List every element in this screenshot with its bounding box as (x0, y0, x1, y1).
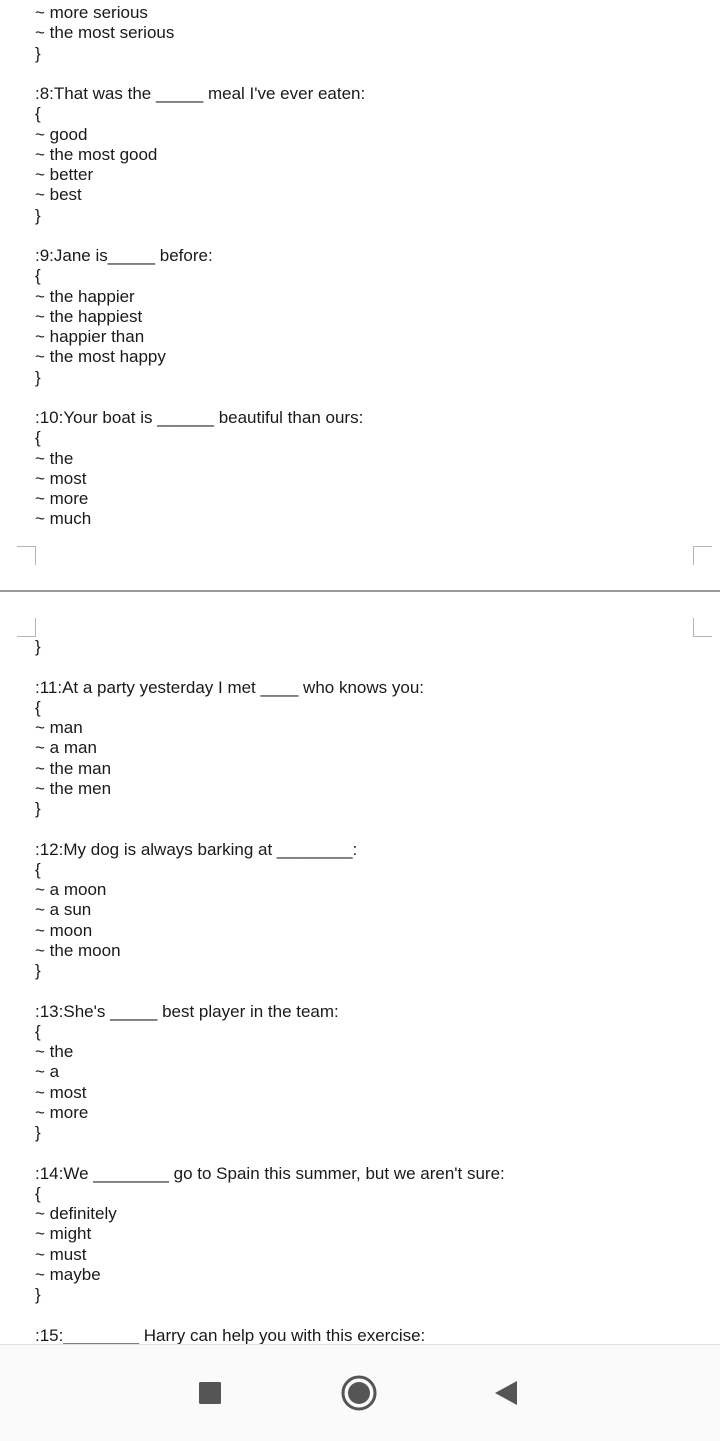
document-line: ~ the man (35, 758, 112, 778)
document-line: ~ man (35, 718, 83, 737)
document-line: { (35, 104, 41, 124)
document-line: ~ the (35, 1042, 74, 1061)
document-line: ~ the most serious (35, 23, 175, 43)
page-corner-mark-icon (693, 546, 712, 565)
document-line: ~ the happiest (35, 306, 143, 326)
triangle-back-icon (486, 1373, 526, 1413)
document-line: ~ moon (35, 920, 93, 940)
android-navigation-bar (0, 1344, 720, 1441)
document-line: ~ might (35, 1224, 92, 1244)
document-line: ~ a man (35, 738, 97, 758)
document-line: ~ more (35, 1102, 89, 1122)
document-line: { (35, 859, 41, 879)
document-line: ~ maybe (35, 1264, 101, 1284)
document-line: :9:Jane is_____ before: (35, 246, 213, 265)
document-line: ~ a sun (35, 900, 92, 920)
document-line: ~ the moon (35, 940, 121, 960)
square-icon (190, 1373, 230, 1413)
document-line: } (35, 1285, 41, 1304)
document-line: :10:Your boat is ______ beautiful than ours: (35, 408, 364, 427)
document-line: ~ better (35, 165, 94, 184)
document-line: { (35, 697, 41, 717)
document-line: ~ the men (35, 778, 112, 798)
document-line: } (35, 205, 41, 225)
document-line: { (35, 1021, 41, 1041)
document-line: { (35, 428, 41, 448)
document-line: :13:She's _____ best player in the team: (35, 1001, 339, 1021)
document-line: } (35, 961, 41, 980)
document-line: :14:We ________ go to Spain this summer, but we aren't sure: (35, 1163, 505, 1183)
document-line: ~ a (35, 1062, 60, 1082)
page-corner-mark-icon (693, 618, 712, 637)
document-line: } (35, 1123, 41, 1142)
document-line: ~ the (35, 448, 74, 468)
document-line: ~ the most happy (35, 347, 166, 367)
document-line: ~ good (35, 124, 88, 144)
document-line: :12:My dog is always barking at ________: (35, 839, 358, 859)
document-line: { (35, 1183, 41, 1203)
home-button[interactable] (339, 1373, 379, 1413)
document-line: { (35, 266, 41, 286)
circle-home-icon (339, 1373, 379, 1413)
document-line: :11:At a party yesterday I met ____ who knows you: (35, 677, 424, 697)
document-line: } (35, 367, 41, 387)
back-button[interactable] (486, 1373, 526, 1413)
document-line: ~ happier than (35, 327, 145, 346)
document-line: } (35, 799, 41, 818)
document-line: ~ must (35, 1244, 87, 1264)
page-corner-mark-icon (17, 546, 36, 565)
document-line: } (35, 637, 41, 656)
document-line: ~ more (35, 489, 89, 508)
document-line: :8:That was the _____ meal I've ever eaten: (35, 84, 366, 103)
document-page-1[interactable] (0, 0, 720, 590)
document-line: ~ definitely (35, 1204, 117, 1223)
document-line: ~ most (35, 1082, 87, 1102)
document-line: :15:________ Harry can help you with this exercise: (35, 1325, 426, 1345)
document-page-2[interactable] (0, 592, 720, 1352)
document-line: ~ more serious (35, 3, 148, 22)
document-line: ~ most (35, 468, 87, 488)
document-line: ~ best (35, 185, 82, 205)
page-corner-mark-icon (17, 618, 36, 637)
document-line: ~ the happier (35, 286, 135, 306)
document-line: } (35, 43, 41, 63)
document-line: ~ much (35, 509, 92, 529)
document-line: ~ a moon (35, 880, 107, 899)
recents-button[interactable] (190, 1373, 230, 1413)
document-line: ~ the most good (35, 144, 158, 164)
